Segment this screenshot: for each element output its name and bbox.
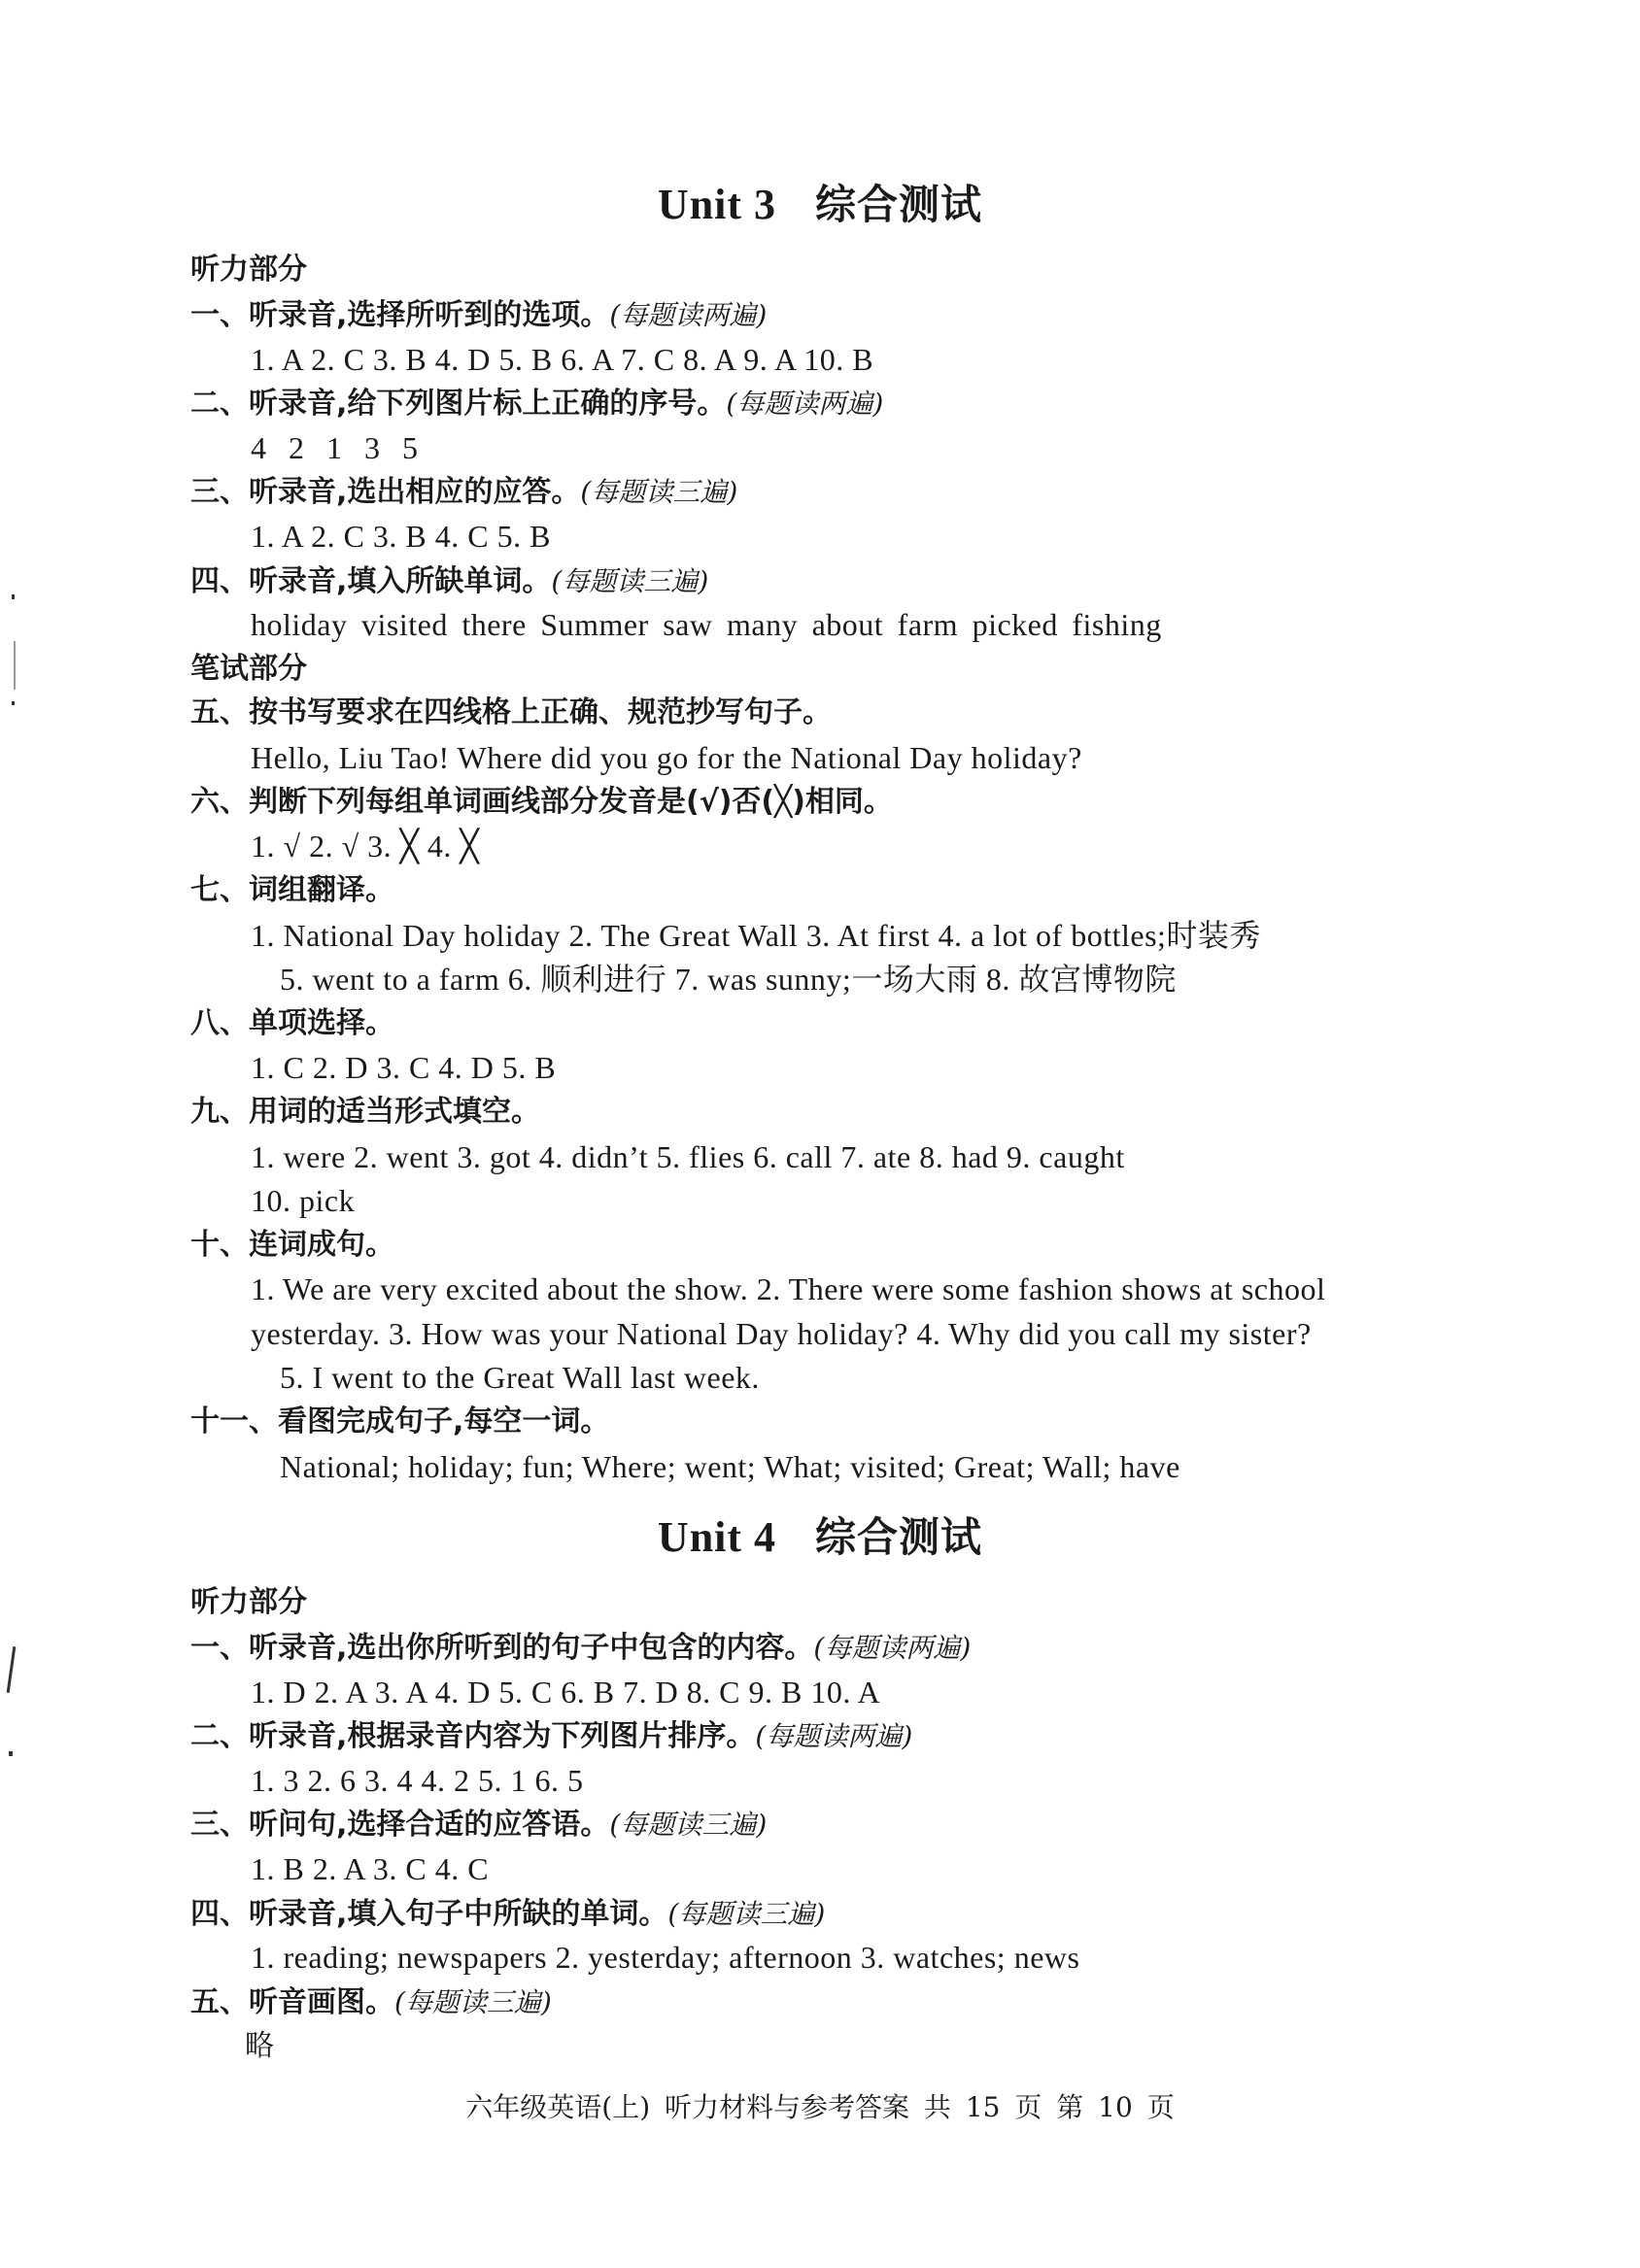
section-note: (每题读两遍) [755,1720,913,1752]
unit3-section-10-answers-line2: yesterday. 3. How was your National Day holiday? 4. Why did you call my sister? [251,1316,1312,1351]
unit4-section-5 [190,1982,552,2022]
unit3-section-2-answers: 4 2 1 3 5 [251,430,419,465]
unit4-section-2 [190,1716,912,1756]
scan-speck [7,1646,17,1693]
unit4-section-4-answers: 1. reading; newspapers 2. yesterday; afternoon 3. watches; news [251,1940,1080,1975]
unit3-title-unit: Unit 3 [657,181,777,228]
section-title: 四、听录音,填入所缺单词。 [190,564,552,598]
unit3-section-5-title: 五、按书写要求在四线格上正确、规范抄写句子。 [190,695,832,729]
unit4-section-1 [190,1628,971,1668]
unit3-section-7-title: 七、词组翻译。 [190,873,394,907]
unit4-section-3 [190,1805,767,1845]
section-title: 一、听录音,选择所听到的选项。 [190,298,610,332]
scan-speck [9,1751,13,1756]
section-title: 五、听音画图。 [190,1985,394,2019]
unit3-listening-heading: 听力部分 [190,253,307,287]
unit3-section-1-answers: 1. A 2. C 3. B 4. D 5. B 6. A 7. C 8. A 9. A 10. B [251,342,874,377]
section-note: (每题读三遍) [580,476,738,508]
unit4-section-3-answers: 1. B 2. A 3. C 4. C [251,1851,490,1886]
unit3-section-11-answers: National; holiday; fun; Where; went; What; visited; Great; Wall; have [280,1449,1180,1484]
unit4-section-2-answers: 1. 3 2. 6 3. 4 4. 2 5. 1 6. 5 [251,1763,584,1798]
unit3-section-10-answers-line3: 5. I went to the Great Wall last week. [280,1360,760,1395]
unit3-section-2 [190,384,883,423]
unit3-title [0,173,1640,231]
unit4-title [0,1506,1640,1564]
section-title: 四、听录音,填入句子中所缺的单词。 [190,1897,668,1931]
unit3-section-9-title: 九、用词的适当形式填空。 [190,1095,540,1129]
section-note: (每题读三遍) [394,1986,552,2018]
section-title: 二、听录音,给下列图片标上正确的序号。 [190,387,727,421]
unit3-section-7-answers-line2: 5. went to a farm 6. 顺利进行 7. was sunny;一场大雨 8. 故宫博物院 [280,962,1177,997]
scan-speck [14,641,16,690]
section-note: (每题读三遍) [667,1898,826,1930]
unit3-section-10-answers-line1: 1. We are very excited about the show. 2. There were some fashion shows at school [251,1271,1326,1306]
unit3-section-1 [190,295,767,335]
page-footer: 六年级英语(上) 听力材料与参考答案 共 15 页 第 10 页 [465,2091,1175,2123]
unit3-section-3-answers: 1. A 2. C 3. B 4. C 5. B [251,519,551,554]
unit3-section-4 [190,561,708,601]
unit3-section-6-title: 六、判断下列每组单词画线部分发音是(√)否(╳)相同。 [190,785,893,819]
unit3-section-10-title: 十、连词成句。 [190,1228,394,1262]
unit3-section-3 [190,472,737,512]
section-note: (每题读两遍) [813,1632,972,1664]
section-title: 一、听录音,选出你所听到的句子中包含的内容。 [190,1631,814,1665]
section-note: (每题读三遍) [609,1809,768,1841]
unit4-title-unit: Unit 4 [657,1513,777,1561]
unit4-title-cn: 综合测试 [815,1513,983,1561]
unit3-section-5-answers: Hello, Liu Tao! Where did you go for the National Day holiday? [251,740,1082,775]
section-title: 二、听录音,根据录音内容为下列图片排序。 [190,1719,756,1753]
unit3-written-heading: 笔试部分 [190,652,307,686]
section-note: (每题读两遍) [609,299,768,331]
unit3-section-7-answers-line1: 1. National Day holiday 2. The Great Wall 3. At first 4. a lot of bottles;时装秀 [251,918,1261,953]
section-note: (每题读两遍) [726,388,884,420]
unit3-section-9-answers-line1: 1. were 2. went 3. got 4. didn’t 5. flies 6. call 7. ate 8. had 9. caught [251,1139,1125,1174]
unit4-section-5-answers: 略 [245,2029,274,2063]
unit3-section-4-answers: holiday visited there Summer saw many about farm picked fishing [251,607,1162,642]
section-title: 三、听录音,选出相应的应答。 [190,475,581,509]
unit4-listening-heading: 听力部分 [190,1585,307,1619]
unit3-section-8-answers: 1. C 2. D 3. C 4. D 5. B [251,1050,557,1085]
unit3-section-9-answers-line2: 10. pick [251,1183,356,1218]
unit3-section-8-title: 八、单项选择。 [190,1006,394,1040]
unit3-title-cn: 综合测试 [815,181,983,228]
section-note: (每题读三遍) [551,565,709,597]
unit3-section-11-title: 十一、看图完成句子,每空一词。 [190,1405,610,1439]
unit4-section-1-answers: 1. D 2. A 3. A 4. D 5. C 6. B 7. D 8. C 9. B 10. A [251,1675,881,1709]
unit3-section-6-answers: 1. √ 2. √ 3. ╳ 4. ╳ [251,829,480,863]
section-title: 三、听问句,选择合适的应答语。 [190,1808,610,1842]
scan-speck [12,701,15,705]
scan-speck [12,594,15,599]
unit4-section-4 [190,1894,825,1934]
